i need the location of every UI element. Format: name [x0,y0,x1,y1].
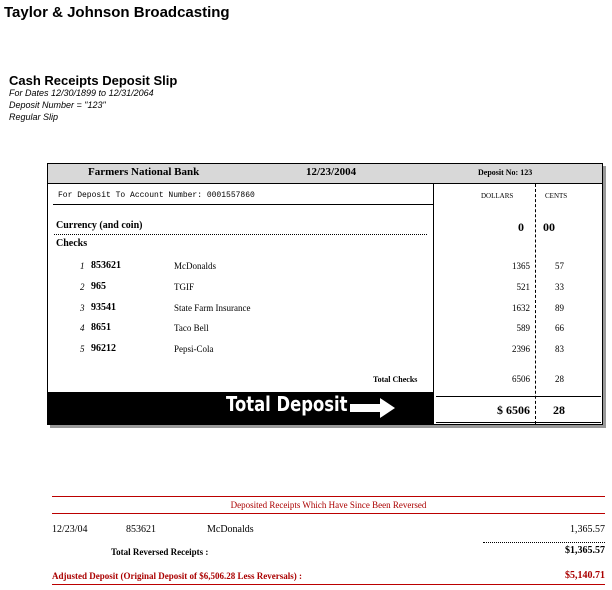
check-cents: 83 [555,344,564,354]
check-index: 1 [80,261,85,271]
reversed-payee: McDonalds [207,524,254,535]
adjusted-deposit-label: Adjusted Deposit (Original Deposit of $6,506.28 Less Reversals) : [52,571,302,581]
account-number: For Deposit To Account Number: 0001557860 [58,191,255,200]
currency-cents: 00 [543,220,555,234]
check-number: 8651 [91,322,111,333]
date-range: For Dates 12/30/1899 to 12/31/2064 [9,88,154,98]
deposit-slip [47,163,603,425]
section-bottom-rule [52,584,605,585]
check-index: 3 [80,303,85,313]
list-item [48,343,602,357]
reversed-amount: 1,365.57 [570,524,605,535]
reversed-check: 853621 [126,524,156,535]
total-checks-dollars: 6506 [512,374,530,384]
currency-dollars: 0 [518,220,524,234]
report-title: Cash Receipts Deposit Slip [9,73,178,88]
total-reversed-amount: $1,365.57 [565,545,605,556]
check-index: 4 [80,323,85,333]
list-item [48,260,602,274]
section-top-rule [52,496,605,497]
account-underline [53,204,433,205]
check-number: 853621 [91,260,121,271]
check-cents: 66 [555,323,564,333]
total-checks-label: Total Checks [373,375,418,384]
check-payee: McDonalds [174,261,216,271]
checks-label: Checks [56,238,88,249]
slip-header [48,164,602,184]
currency-label: Currency (and coin) [56,220,143,231]
check-cents: 89 [555,303,564,313]
bank-name: Farmers National Bank [88,166,200,178]
slip-date: 12/23/2004 [306,166,357,178]
section-header-rule [52,513,605,514]
deposit-no: Deposit No: 123 [478,168,533,177]
check-cents: 33 [555,282,564,292]
check-number: 93541 [91,302,116,313]
check-dollars: 521 [516,282,530,292]
check-dollars: 1632 [512,303,530,313]
check-index: 2 [80,282,85,292]
currency-dotted-line [54,234,427,235]
check-number: 96212 [91,343,116,354]
slip-type: Regular Slip [9,112,59,122]
dollars-header: DOLLARS [481,192,514,200]
check-index: 5 [80,344,85,354]
total-bottom-rule [436,422,601,423]
check-payee: State Farm Insurance [174,303,251,313]
total-deposit-dollars: $ 6506 [497,403,530,417]
check-payee: TGIF [174,282,194,292]
check-dollars: 1365 [512,261,530,271]
total-dotted-rule [483,542,605,543]
check-number: 965 [91,281,106,292]
reversed-title: Deposited Receipts Which Have Since Been Reversed [230,500,427,510]
total-deposit-cents: 28 [553,403,565,417]
reversed-date: 12/23/04 [52,524,88,535]
table-row [0,524,612,538]
arrow-right-icon [350,397,396,419]
cents-header: CENTS [545,192,568,200]
total-deposit-bar [48,392,434,424]
list-item [48,322,602,336]
list-item [48,281,602,295]
check-dollars: 589 [516,323,530,333]
total-deposit-label: Total Deposit [226,392,348,416]
total-checks-cents: 28 [555,374,564,384]
check-payee: Taco Bell [174,323,209,333]
check-cents: 57 [555,261,564,271]
list-item [48,302,602,316]
check-dollars: 2396 [512,344,530,354]
company-name: Taylor & Johnson Broadcasting [4,4,230,21]
check-payee: Pepsi-Cola [174,344,214,354]
deposit-number: Deposit Number = "123" [9,100,106,110]
adjusted-deposit-amount: $5,140.71 [565,570,605,581]
total-top-rule [436,396,601,397]
total-reversed-label: Total Reversed Receipts : [111,547,209,557]
